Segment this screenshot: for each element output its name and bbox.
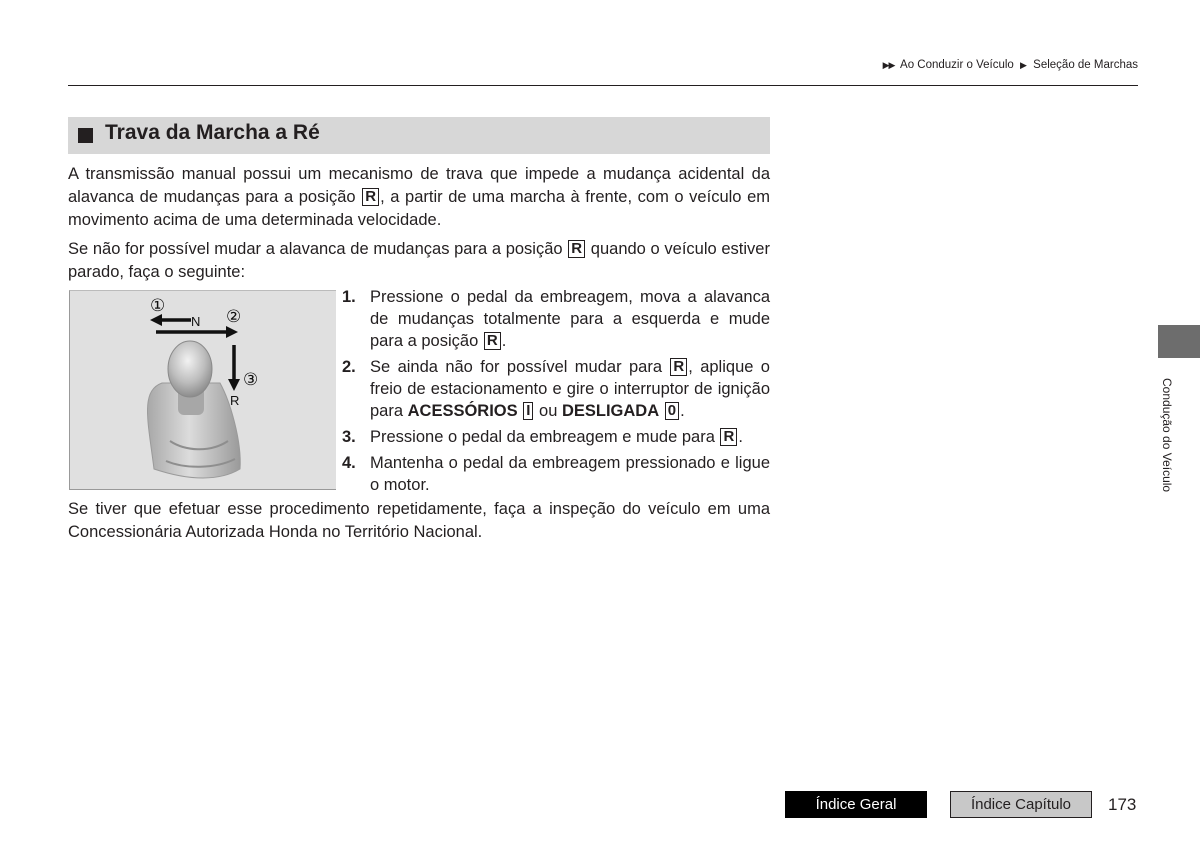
step-text: Pressione o pedal da embreagem e mude para — [370, 428, 715, 446]
condition-text-1: Se não for possível mudar a alavanca de mudanças para a posição — [68, 240, 563, 258]
step-number: 1. — [342, 288, 356, 306]
section-title: Trava da Marcha a Ré — [105, 121, 320, 144]
intro-text-2: , a partir de uma marcha à frente, com o veículo em movimento acima de uma determinada velocidade. — [68, 188, 770, 229]
step-end: . — [680, 402, 685, 420]
step-text: ou — [539, 402, 558, 420]
gear-r-symbol: R — [362, 188, 379, 206]
double-arrow-icon: ▶▶ — [882, 60, 895, 70]
neutral-label: N — [191, 314, 201, 329]
breadcrumb-subsection[interactable]: Seleção de Marchas — [1033, 59, 1138, 71]
intro-text-1: A transmissão manual possui um mecanismo de trava que impede a mudança acidental da alavanca de mudanças para a posição — [68, 165, 770, 206]
gear-r-symbol: R — [720, 428, 737, 446]
callout-2: ② — [226, 307, 242, 327]
breadcrumb-section[interactable]: Ao Conduzir o Veículo — [900, 59, 1014, 71]
step-end: . — [738, 428, 743, 446]
condition-text-2: quando o veículo estiver parado, faça o seguinte: — [68, 240, 770, 281]
step-number: 2. — [342, 358, 356, 376]
gear-r-symbol: R — [568, 240, 585, 258]
gear-r-symbol: R — [484, 332, 501, 350]
step-text: Se ainda não for possível mudar para — [370, 358, 662, 376]
off-symbol: 0 — [665, 402, 679, 420]
shift-knob — [168, 341, 212, 397]
square-bullet-icon — [78, 128, 93, 143]
intro-paragraph — [68, 163, 770, 232]
step-item — [342, 426, 770, 448]
step-item — [342, 356, 770, 422]
step-item — [342, 452, 770, 496]
procedure-steps — [342, 286, 770, 500]
callout-1: ① — [150, 296, 166, 316]
section-heading — [68, 117, 770, 154]
step-text: Mantenha o pedal da embreagem pressionado e ligue o motor. — [370, 454, 770, 494]
gear-r-symbol: R — [670, 358, 687, 376]
page-number: 173 — [1108, 795, 1137, 814]
chapter-side-label: Condução do Veículo — [1160, 378, 1174, 493]
reverse-label: R — [230, 393, 240, 408]
step-number: 3. — [342, 428, 356, 446]
arrow-head-down — [228, 379, 240, 391]
chapter-index-button[interactable]: Índice Capítulo — [950, 791, 1092, 818]
accessory-mode-label: ACESSÓRIOS — [407, 402, 518, 420]
arrow-head-right — [226, 326, 238, 338]
accessory-symbol: I — [523, 402, 533, 420]
chapter-tab[interactable] — [1158, 325, 1200, 358]
step-text: Pressione o pedal da embreagem, mova a alavanca de mudanças totalmente para a esquerda e mude para a posição — [370, 288, 770, 350]
step-number: 4. — [342, 454, 356, 472]
gear-shift-drawing — [70, 291, 336, 489]
header-rule — [68, 85, 1138, 86]
condition-paragraph — [68, 238, 770, 284]
callout-3: ③ — [243, 370, 259, 390]
breadcrumb — [883, 59, 1138, 71]
off-mode-label: DESLIGADA — [561, 402, 660, 420]
step-end: . — [501, 332, 507, 350]
gear-shift-illustration — [69, 290, 336, 490]
general-index-button[interactable]: Índice Geral — [785, 791, 927, 818]
closing-paragraph: Se tiver que efetuar esse procedimento repetidamente, faça a inspeção do veículo em uma Concessionária Autorizada Honda no Território Nacional. — [68, 500, 770, 541]
step-text: , aplique o freio de estacionamento e gire o interruptor de ignição para — [370, 358, 770, 420]
arrow-icon: ▶ — [1020, 60, 1027, 70]
step-item — [342, 286, 770, 352]
